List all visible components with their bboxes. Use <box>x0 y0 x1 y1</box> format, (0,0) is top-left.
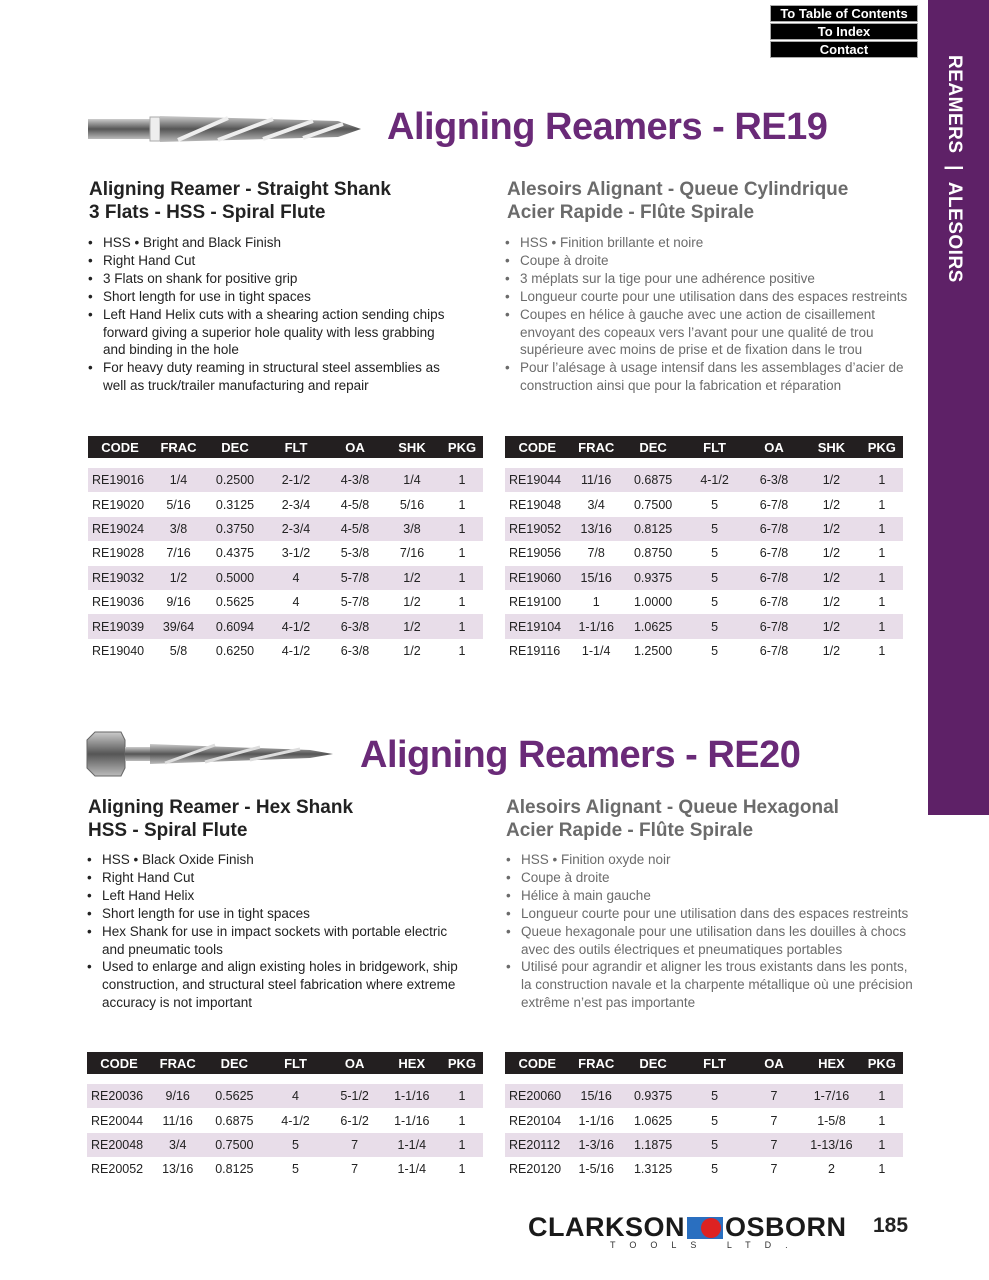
table-cell: 1.2500 <box>633 643 673 658</box>
table-cell: 1/2 <box>802 566 860 590</box>
en-heading: Aligning Reamer - Hex Shank HSS - Spiral Flute <box>88 797 354 841</box>
table-cell: 5-1/2 <box>327 1084 383 1108</box>
table-cell: RE19044 <box>505 468 569 492</box>
feature-item: • Used to enlarge and align existing holes in bridgework, ship construction, and structural steel fabrication where extreme accuracy is not important <box>87 958 462 1012</box>
column-header: FRAC <box>569 1052 622 1074</box>
table-cell: 1/2 <box>383 566 441 590</box>
table-cell: RE19100 <box>509 595 562 610</box>
table-row <box>87 1157 483 1181</box>
table-cell: RE19060 <box>505 566 569 590</box>
table-cell: 0.8125 <box>215 1162 254 1177</box>
table-cell: 0.8750 <box>633 546 673 561</box>
table-cell: 0.5625 <box>204 1084 264 1108</box>
table-cell: 15/16 <box>569 566 622 590</box>
feature-item: • Queue hexagonale pour une utilisation dans les douilles à chocs avec des outils électriques et pneumatiques portables <box>506 923 916 959</box>
table-cell: 4-5/8 <box>340 497 370 512</box>
table-cell: 1-1/16 <box>569 614 622 638</box>
table-cell: 9/16 <box>166 595 191 610</box>
table-cell: 2-3/4 <box>281 497 311 512</box>
page-number: 185 <box>873 1214 909 1237</box>
table-cell: 1/2 <box>822 546 841 561</box>
table-cell: 5 <box>264 1133 326 1157</box>
table-cell: RE20036 <box>87 1084 151 1108</box>
logo-mark-icon <box>687 1217 723 1239</box>
column-header: FLT <box>264 1052 326 1074</box>
column-header: FRAC <box>569 436 622 458</box>
table-cell: 1-7/16 <box>802 1084 860 1108</box>
table-cell: 1/2 <box>403 595 421 610</box>
fr-features <box>506 851 916 1012</box>
table-cell: 5-3/8 <box>340 546 370 561</box>
table-cell: 1 <box>878 643 886 658</box>
table-row <box>505 492 903 516</box>
table-cell: 3/8 <box>383 517 441 541</box>
table-cell: 0.3750 <box>205 517 265 541</box>
feature-item: • HSS • Finition oxyde noir <box>506 851 916 869</box>
table-cell: 7 <box>351 1162 359 1177</box>
table-row <box>505 1133 903 1157</box>
table-cell: 0.7500 <box>633 497 673 512</box>
table-header <box>505 1052 903 1074</box>
table-cell: RE20044 <box>91 1113 144 1128</box>
feature-item: • 3 Flats on shank for positive grip <box>88 270 448 288</box>
table-cell: RE20104 <box>509 1113 562 1128</box>
column-header: OA <box>746 1052 802 1074</box>
table-cell: 1/2 <box>802 517 860 541</box>
table-cell: 5 <box>711 595 719 610</box>
table-cell: 5 <box>683 1084 745 1108</box>
feature-item: • Short length for use in tight spaces <box>87 905 462 923</box>
table-row <box>505 590 903 614</box>
table-cell: 6-1/2 <box>340 1113 369 1128</box>
column-header: HEX <box>383 1052 441 1074</box>
table-header <box>88 436 483 458</box>
table-cell: 7 <box>746 1133 802 1157</box>
table-cell: 1/2 <box>802 468 860 492</box>
table-cell: 1/2 <box>822 643 841 658</box>
table-cell: 1.0625 <box>623 614 683 638</box>
fr-heading: Alesoirs Alignant - Queue Cylindrique Acier Rapide - Flûte Spirale <box>507 179 849 223</box>
table-cell: 2-3/4 <box>265 517 327 541</box>
table-cell: 6-7/8 <box>759 643 789 658</box>
table-cell: 1-13/16 <box>802 1133 860 1157</box>
table-cell: 1 <box>458 497 466 512</box>
table-cell: 1.1875 <box>623 1133 683 1157</box>
en-heading: Aligning Reamer - Straight Shank 3 Flats - HSS - Spiral Flute <box>89 179 391 223</box>
column-header: OA <box>327 1052 383 1074</box>
table-cell: 5 <box>711 643 719 658</box>
table-cell: 0.4375 <box>215 546 255 561</box>
column-header: HEX <box>802 1052 860 1074</box>
company-logo: CLARKSON OSBORN <box>528 1212 847 1242</box>
table-cell: 1 <box>861 1133 903 1157</box>
table-cell: 7 <box>770 1162 778 1177</box>
table-cell: 6-7/8 <box>759 595 789 610</box>
table-cell: 1/2 <box>383 614 441 638</box>
feature-item: • Right Hand Cut <box>87 869 462 887</box>
table-cell: 5/16 <box>399 497 425 512</box>
section-label: REAMERS | ALESOIRS <box>944 55 965 283</box>
table-cell: 0.5000 <box>205 566 265 590</box>
table-cell: 0.5625 <box>215 595 255 610</box>
table-cell: 5 <box>683 1133 745 1157</box>
feature-item: • 3 méplats sur la tige pour une adhérence positive <box>505 270 915 288</box>
table-cell: 6-7/8 <box>746 517 802 541</box>
feature-item: • Coupes en hélice à gauche avec une action de cisaillement envoyant des copeaux vers l’avant pour une qualité de trou supérieure avec moins de prise et de fixation dans le trou <box>505 306 915 360</box>
toc-link[interactable]: To Table of Contents <box>770 5 918 22</box>
feature-item: • Utilisé pour agrandir et aligner les trous existants dans les ponts, la construction navale et la charpente métallique où une précision extrême n’est pas importante <box>506 958 916 1012</box>
table-cell: 6-7/8 <box>746 566 802 590</box>
column-header: OA <box>327 436 383 458</box>
hex-shank-reamer-image <box>85 730 335 778</box>
table-cell: RE20052 <box>91 1162 144 1177</box>
table-cell: 2-1/2 <box>265 468 327 492</box>
table-cell: 0.6875 <box>623 468 683 492</box>
table-cell: RE20048 <box>87 1133 151 1157</box>
table-cell: 39/64 <box>152 614 205 638</box>
column-header: FLT <box>683 1052 745 1074</box>
table-cell: 1/2 <box>802 614 860 638</box>
table-cell: 1 <box>441 1133 483 1157</box>
column-header: DEC <box>205 436 265 458</box>
table-cell: 3/4 <box>587 497 605 512</box>
table-cell: 1 <box>441 566 483 590</box>
table-cell: 1 <box>458 546 466 561</box>
table-row <box>88 614 483 638</box>
table-cell: 3-1/2 <box>281 546 311 561</box>
table-cell: 4-1/2 <box>281 643 311 658</box>
en-features <box>88 234 448 395</box>
feature-item: • Pour l’alésage à usage intensif dans les assemblages d’acier de construction ainsi que pour la fabrication et réparation <box>505 359 915 395</box>
spec-table-left <box>87 1052 483 1182</box>
table-cell: 1/2 <box>152 566 205 590</box>
table-cell: RE19056 <box>509 546 562 561</box>
table-row <box>87 1084 483 1108</box>
table-header <box>87 1052 483 1074</box>
fr-heading: Alesoirs Alignant - Queue Hexagonal Acier Rapide - Flûte Spirale <box>506 797 839 841</box>
table-cell: RE20112 <box>505 1133 569 1157</box>
table-cell: 5 <box>711 1162 719 1177</box>
table-header <box>505 436 903 458</box>
table-cell: 5-7/8 <box>340 595 370 610</box>
table-cell: RE19036 <box>92 595 145 610</box>
table-row <box>87 1133 483 1157</box>
table-row <box>505 541 903 565</box>
table-cell: 15/16 <box>569 1084 622 1108</box>
table-cell: 4-1/2 <box>281 1113 310 1128</box>
table-cell: 6-7/8 <box>759 497 789 512</box>
table-cell: 11/16 <box>569 468 622 492</box>
table-cell: 13/16 <box>569 517 622 541</box>
section-title: Aligning Reamers - RE19 <box>387 106 828 148</box>
feature-item: • Hélice à main gauche <box>506 887 916 905</box>
table-cell: 1.3125 <box>633 1162 673 1177</box>
table-row <box>505 639 903 663</box>
feature-item: • Coupe à droite <box>506 869 916 887</box>
table-cell: 1-1/4 <box>581 643 611 658</box>
table-cell: 0.8125 <box>623 517 683 541</box>
fr-features <box>505 234 915 395</box>
table-cell: 1 <box>441 614 483 638</box>
feature-item: • For heavy duty reaming in structural steel assemblies as well as truck/trailer manufacturing and repair <box>88 359 448 395</box>
table-cell: 5-7/8 <box>327 566 383 590</box>
table-cell: 0.3125 <box>215 497 255 512</box>
table-cell: 7 <box>327 1133 383 1157</box>
column-header: OA <box>746 436 802 458</box>
feature-item: • Hex Shank for use in impact sockets with portable electric and pneumatic tools <box>87 923 462 959</box>
table-cell: 1 <box>878 1162 886 1177</box>
column-header: PKG <box>861 436 903 458</box>
table-cell: 5 <box>711 1113 719 1128</box>
table-cell: 0.9375 <box>623 1084 683 1108</box>
column-header: PKG <box>441 1052 483 1074</box>
column-header: PKG <box>861 1052 903 1074</box>
table-cell: 4 <box>292 595 300 610</box>
table-cell: 1 <box>458 1162 466 1177</box>
table-cell: 1 <box>861 517 903 541</box>
table-cell: 5 <box>683 614 745 638</box>
column-header: DEC <box>204 1052 264 1074</box>
table-cell: 0.9375 <box>623 566 683 590</box>
table-row <box>88 566 483 590</box>
table-cell: 7 <box>746 1084 802 1108</box>
table-cell: 0.6094 <box>205 614 265 638</box>
table-cell: 1-1/16 <box>578 1113 614 1128</box>
table-cell: RE19040 <box>92 643 145 658</box>
table-cell: 4-3/8 <box>327 468 383 492</box>
table-cell: 5 <box>683 517 745 541</box>
table-cell: 3/8 <box>152 517 205 541</box>
index-link[interactable]: To Index <box>770 23 918 40</box>
spec-table-left <box>88 436 483 663</box>
table-cell: 5 <box>292 1162 299 1177</box>
table-cell: 1 <box>861 1084 903 1108</box>
table-cell: RE20060 <box>505 1084 569 1108</box>
table-cell: 1 <box>458 643 466 658</box>
table-cell: 1.0625 <box>633 1113 673 1128</box>
table-cell: RE19016 <box>88 468 152 492</box>
table-cell: 1 <box>861 566 903 590</box>
table-cell: 1-1/4 <box>397 1162 427 1177</box>
table-cell: 4-5/8 <box>327 517 383 541</box>
table-cell: 1 <box>592 595 600 610</box>
column-header: CODE <box>505 436 569 458</box>
table-cell: 3/4 <box>151 1133 204 1157</box>
table-row <box>505 468 903 492</box>
feature-item: • HSS • Finition brillante et noire <box>505 234 915 252</box>
column-header: DEC <box>623 436 683 458</box>
column-header: FRAC <box>152 436 205 458</box>
table-cell: RE19104 <box>505 614 569 638</box>
nav-links <box>770 5 918 59</box>
table-cell: 6-7/8 <box>759 546 789 561</box>
table-cell: 5 <box>711 546 719 561</box>
table-row <box>505 566 903 590</box>
table-cell: 1 <box>441 1084 483 1108</box>
table-cell: RE19052 <box>505 517 569 541</box>
table-cell: RE19020 <box>92 497 145 512</box>
section-title: Aligning Reamers - RE20 <box>360 734 801 776</box>
table-row <box>88 517 483 541</box>
spec-table-right <box>505 1052 903 1182</box>
table-row <box>88 590 483 614</box>
table-row <box>505 1108 903 1132</box>
table-cell: RE19116 <box>509 643 561 658</box>
table-cell: 1 <box>861 468 903 492</box>
table-cell: 1 <box>878 546 886 561</box>
table-cell: RE19039 <box>88 614 152 638</box>
table-cell: 4 <box>265 566 327 590</box>
table-cell: 0.6250 <box>215 643 255 658</box>
table-cell: 5 <box>683 566 745 590</box>
table-cell: 1 <box>441 468 483 492</box>
table-cell: 6-7/8 <box>746 614 802 638</box>
table-cell: 1 <box>458 595 466 610</box>
table-cell: RE19028 <box>92 546 145 561</box>
spec-table-right <box>505 436 903 663</box>
table-cell: 6-3/8 <box>327 614 383 638</box>
table-cell: RE19032 <box>88 566 152 590</box>
table-cell: 1 <box>878 595 886 610</box>
table-cell: 1/2 <box>822 595 841 610</box>
table-cell: 1 <box>458 1113 466 1128</box>
table-cell: 7 <box>770 1113 778 1128</box>
table-cell: 1-5/8 <box>817 1113 846 1128</box>
table-cell: 1/4 <box>383 468 441 492</box>
column-header: CODE <box>505 1052 569 1074</box>
table-cell: 1 <box>861 614 903 638</box>
column-header: DEC <box>623 1052 683 1074</box>
feature-item: • Longueur courte pour une utilisation dans des espaces restreints <box>505 288 915 306</box>
table-cell: 0.7500 <box>204 1133 264 1157</box>
table-row <box>88 492 483 516</box>
table-cell: 4-1/2 <box>265 614 327 638</box>
table-cell: 1-1/16 <box>383 1084 441 1108</box>
table-cell: 2 <box>827 1162 835 1177</box>
column-header: FLT <box>265 436 327 458</box>
table-cell: 1.0000 <box>633 595 673 610</box>
table-row <box>505 517 903 541</box>
column-header: SHK <box>802 436 860 458</box>
table-cell: 1-1/4 <box>383 1133 441 1157</box>
feature-item: • Coupe à droite <box>505 252 915 270</box>
table-cell: 7/8 <box>587 546 605 561</box>
table-cell: 1-3/16 <box>569 1133 622 1157</box>
table-cell: 7/16 <box>399 546 425 561</box>
table-row <box>505 1084 903 1108</box>
feature-item: • Longueur courte pour une utilisation dans des espaces restreints <box>506 905 916 923</box>
feature-item: • Short length for use in tight spaces <box>88 288 448 306</box>
column-header: FRAC <box>151 1052 204 1074</box>
table-cell: 13/16 <box>162 1162 194 1177</box>
table-row <box>88 468 483 492</box>
column-header: CODE <box>87 1052 151 1074</box>
table-cell: 1/2 <box>822 497 841 512</box>
table-row <box>87 1108 483 1132</box>
table-cell: RE19048 <box>509 497 562 512</box>
feature-item: • HSS • Black Oxide Finish <box>87 851 462 869</box>
table-cell: 7/16 <box>166 546 191 561</box>
logo-subtitle: TOOLS LTD. <box>610 1240 802 1250</box>
feature-item: • Left Hand Helix <box>87 887 462 905</box>
table-cell: 0.2500 <box>205 468 265 492</box>
column-header: PKG <box>441 436 483 458</box>
table-cell: 1-1/16 <box>394 1113 430 1128</box>
table-row <box>88 639 483 663</box>
table-cell: 1 <box>878 497 886 512</box>
table-cell: 11/16 <box>162 1113 193 1128</box>
table-cell: 5/8 <box>169 643 188 658</box>
table-cell: 1/2 <box>403 643 421 658</box>
table-cell: 6-3/8 <box>746 468 802 492</box>
contact-link[interactable]: Contact <box>770 41 918 58</box>
table-row <box>88 541 483 565</box>
feature-item: • Right Hand Cut <box>88 252 448 270</box>
table-cell: 9/16 <box>151 1084 204 1108</box>
table-cell: 1 <box>878 1113 886 1128</box>
table-cell: 5 <box>711 497 719 512</box>
column-header: FLT <box>683 436 745 458</box>
table-cell: 5/16 <box>166 497 191 512</box>
table-cell: RE20120 <box>509 1162 562 1177</box>
feature-item: • HSS • Bright and Black Finish <box>88 234 448 252</box>
table-cell: 1/4 <box>152 468 205 492</box>
table-row <box>505 1157 903 1181</box>
straight-shank-reamer-image <box>88 112 363 146</box>
table-cell: 4 <box>264 1084 326 1108</box>
table-cell: 4-1/2 <box>683 468 745 492</box>
en-features <box>87 851 462 1012</box>
feature-item: • Left Hand Helix cuts with a shearing action sending chips forward giving a superior hole quality with less grabbing and binding in the hole <box>88 306 448 360</box>
table-cell: 1 <box>441 517 483 541</box>
table-cell: RE19024 <box>88 517 152 541</box>
table-cell: 6-3/8 <box>340 643 370 658</box>
column-header: CODE <box>88 436 152 458</box>
table-cell: 0.6875 <box>215 1113 254 1128</box>
column-header: SHK <box>383 436 441 458</box>
table-row <box>505 614 903 638</box>
table-cell: 1-5/16 <box>578 1162 614 1177</box>
